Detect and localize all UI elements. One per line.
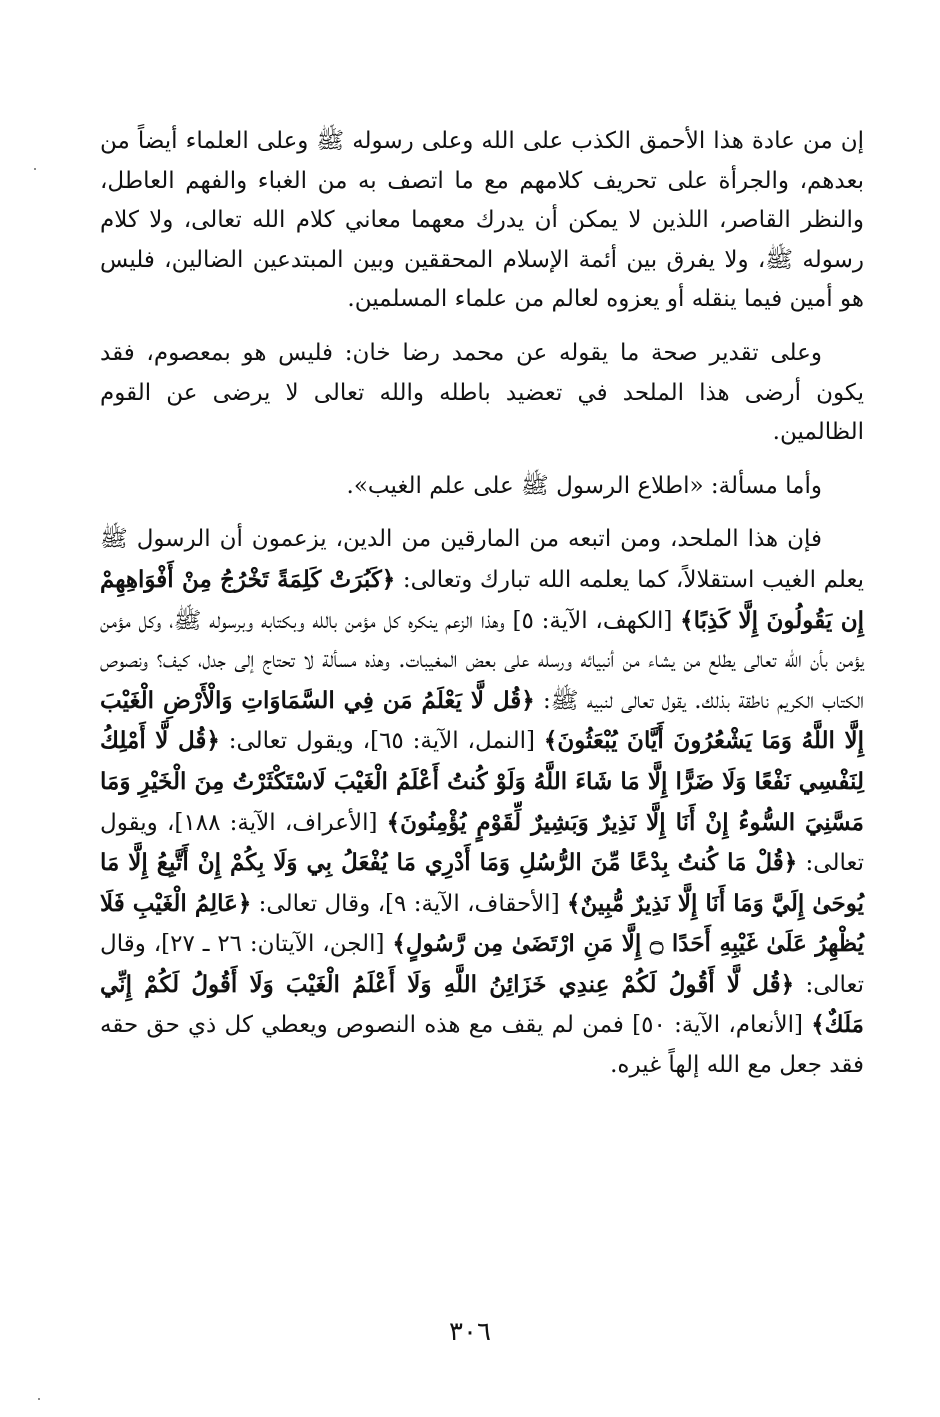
quran-verse: ﴿قُل لَّا أَقُولُ لَكُمْ عِندِي خَزَائِنُ اللَّهِ وَلَا أَعْلَمُ الْغَيْبَ وَلَا أَقُولُ لَكُمْ إِنِّي مَلَكٌ﴾ <box>100 970 864 1039</box>
paragraph-text: [الأعراف، الآية: ١٨٨]، ويقول تعالى: <box>100 809 864 877</box>
paragraph <box>100 334 864 453</box>
paragraph-text: [الأنعام، الآية: ٥٠] فمن لم يقف مع هذه النصوص ويعطي كل ذي حق حقه فقد جعل مع الله إلهاً غيره. <box>100 1012 864 1079</box>
quran-verse: ﴿كَبُرَتْ كَلِمَةً تَخْرُجُ مِنْ أَفْوَاهِهِمْ إِن يَقُولُونَ إِلَّا كَذِبًا﴾ <box>100 565 865 634</box>
paragraph <box>100 520 864 1085</box>
paragraph-text: [الأحقاف، الآية: ٩]، وقال تعالى: <box>251 890 568 917</box>
page-number: ٣٠٦ <box>449 1317 491 1347</box>
paragraph-text: [الجن، الآيتان: ٢٦ ـ ٢٧]، وقال تعالى: <box>100 931 864 998</box>
paragraph-text: [النمل، الآية: ٦٥]، ويقول تعالى: <box>219 728 544 755</box>
scan-speck <box>34 168 36 170</box>
paragraph-text: وعلى تقدير صحة ما يقوله عن محمد رضا خان: فليس هو بمعصوم، فقد يكون أرضى هذا الملحد في تعضيد باطله والله تعالى لا يرضى عن القوم الظالمين. <box>100 339 864 446</box>
quran-verse: ﴿قُلْ مَا كُنتُ بِدْعًا مِّنَ الرُّسُلِ وَمَا أَدْرِي مَا يُفْعَلُ بِي وَلَا بِكُمْ إِنْ أَتَّبِعُ إِلَّا مَا يُوحَىٰ إِلَيَّ وَمَا أَنَا إِلَّا نَذِيرٌ مُّبِينٌ﴾ <box>100 849 865 917</box>
paragraph-text: وأما مسألة: «اطلاع الرسول ﷺ على علم الغيب». <box>346 472 822 499</box>
paragraph <box>100 122 864 320</box>
quran-verse: ﴿قُل لَّا أَمْلِكُ لِنَفْسِي نَفْعًا وَلَا ضَرًّا إِلَّا مَا شَاءَ اللَّهُ وَلَوْ كُنتُ أَعْلَمُ الْغَيْبَ لَاسْتَكْثَرْتُ مِنَ الْخَيْرِ وَمَا مَسَّنِيَ السُّوءُ إِنْ أَنَا إِلَّا نَذِيرٌ وَبَشِيرٌ لِّقَوْمٍ يُؤْمِنُونَ﴾ <box>100 727 864 836</box>
quran-verse: ﴿قُل لَّا يَعْلَمُ مَن فِي السَّمَاوَاتِ وَالْأَرْضِ الْغَيْبَ إِلَّا اللَّهُ وَمَا يَشْعُرُونَ أَيَّانَ يُبْعَثُونَ﴾ <box>100 686 865 755</box>
paragraph-text: إن من عادة هذا الأحمق الكذب على الله وعلى رسوله ﷺ وعلى العلماء أيضاً من بعدهم، والجرأة على تحريف كلامهم مع ما اتصف به من الغباء والفهم العاطل، والنظر القاصر، اللذين لا يمكن أن يدرك معهما معاني كلام الله تعالى، ولا كلام رسوله ﷺ، ولا يفرق بين أئمة الإسلام المحققين وبين المبتدعين الضالين، فليس هو أمين فيما ينقله أو يعزوه لعالم من علماء المسلمين. <box>100 128 864 313</box>
quran-verse: ﴿عَالِمُ الْغَيْبِ فَلَا يُظْهِرُ عَلَىٰ غَيْبِهِ أَحَدًا ۝ إِلَّا مَنِ ارْتَضَىٰ مِن رَّسُولٍ﴾ <box>100 889 864 958</box>
paragraph-text: [الكهف، الآية: ٥] وهذا الزعم ينكره كل مؤمن بالله وبكتابه وبرسوله ﷺ، وكل مؤمن يؤمن بأن الله تعالى يطلع من يشاء من أنبيائه ورسله على بعض المغيبات. وهذه مسألة لا تحتاج إلى جدل، كيف؟ ونصوص الكتاب الكريم ناطقة بذلك. يقول تعالى لنبيه ﷺ: <box>100 607 864 714</box>
body-text <box>100 122 864 1100</box>
paragraph-text: فإن هذا الملحد، ومن اتبعه من المارقين من الدين، يزعمون أن الرسول ﷺ يعلم الغيب استقلالاً، كما يعلمه الله تبارك وتعالى: <box>100 526 864 593</box>
scan-speck <box>38 1398 40 1400</box>
paragraph <box>100 467 864 507</box>
